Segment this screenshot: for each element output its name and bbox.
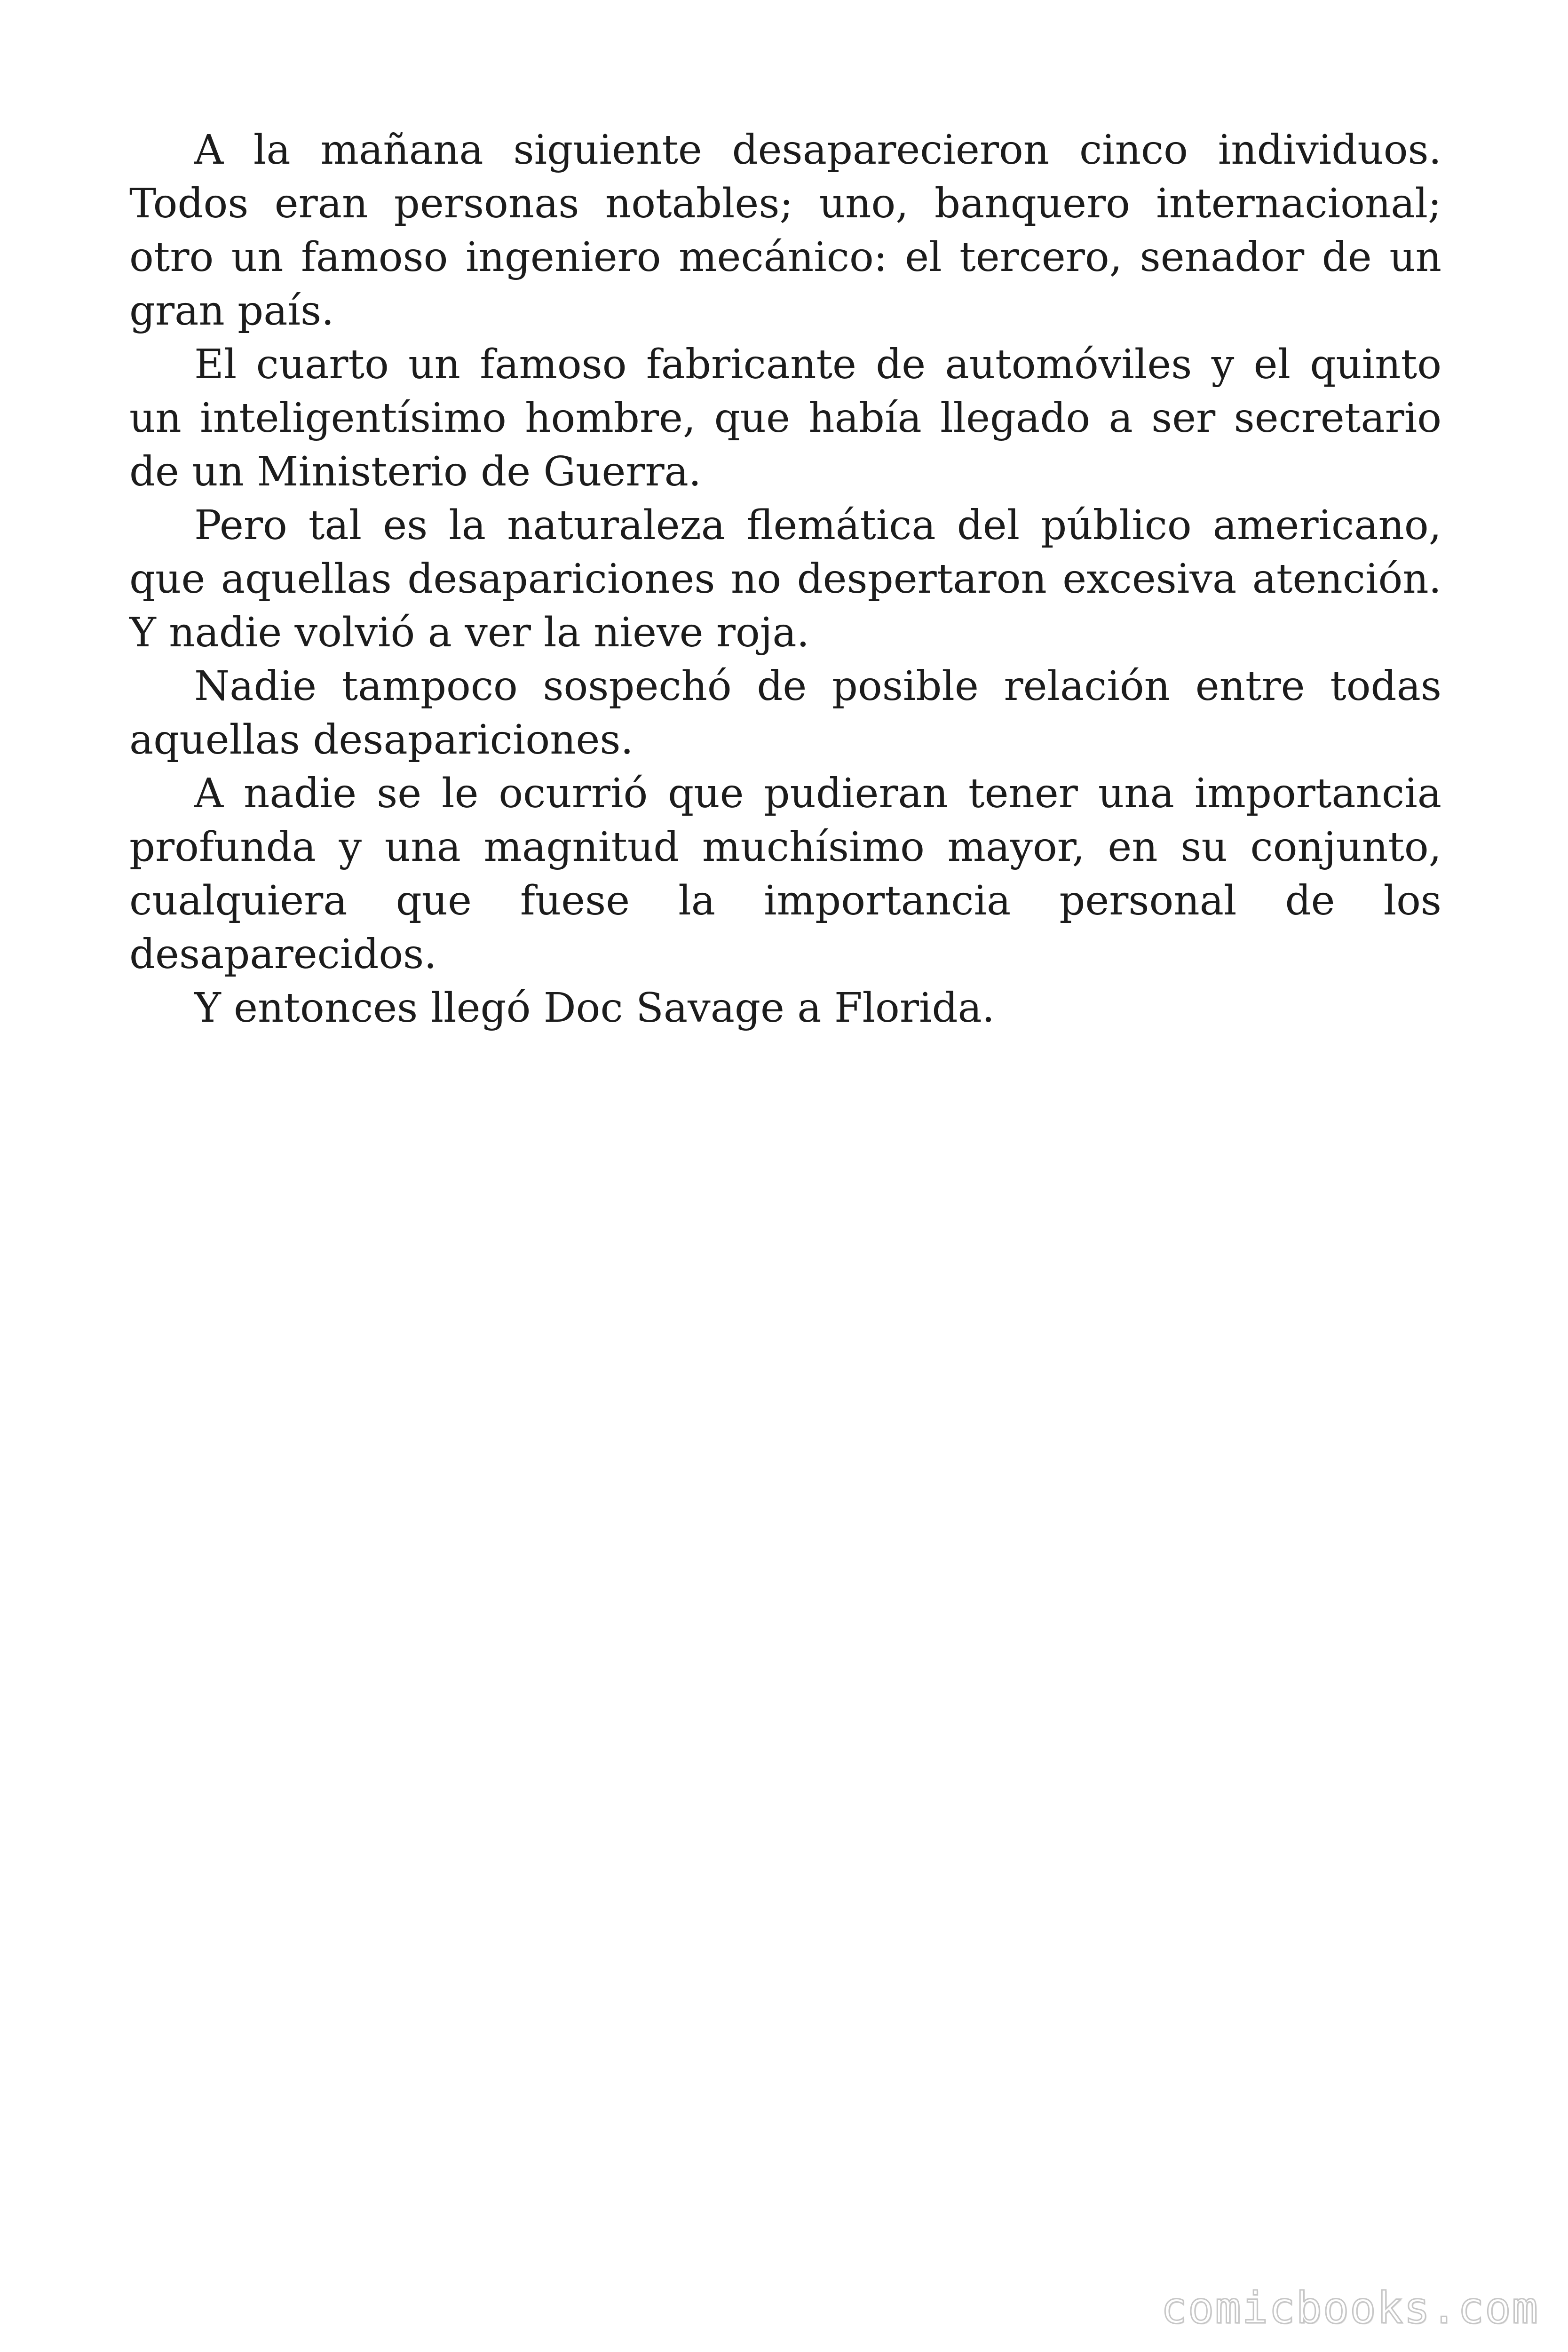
body-text xyxy=(129,123,1441,1035)
paragraph-6: Y entonces llegó Doc Savage a Florida. xyxy=(194,985,995,1032)
paragraph-5: A nadie se le ocurrió que pudieran tener una importancia profunda y una magnitud muchísimo mayor, en su conjunto, cualquiera que fuese la importancia personal de los desaparecidos. xyxy=(129,770,1441,978)
paragraph-1: A la mañana siguiente desaparecieron cinco individuos. Todos eran personas notables; uno, banquero internacional; otro un famoso ingeniero mecánico: el tercero, senador de un gran país. xyxy=(129,127,1441,334)
paragraph-2: El cuarto un famoso fabricante de automóviles y el quinto un inteligentísimo hombre, que había llegado a ser secretario de un Ministerio de Guerra. xyxy=(129,341,1441,495)
paragraph-4: Nadie tampoco sospechó de posible relación entre todas aquellas desapariciones. xyxy=(129,663,1441,763)
watermark-text: comicbooks.com xyxy=(1161,2283,1539,2333)
paragraph-3: Pero tal es la naturaleza flemática del público americano, que aquellas desapariciones no despertaron excesiva atención. Y nadie volvió a ver la nieve roja. xyxy=(129,502,1441,656)
